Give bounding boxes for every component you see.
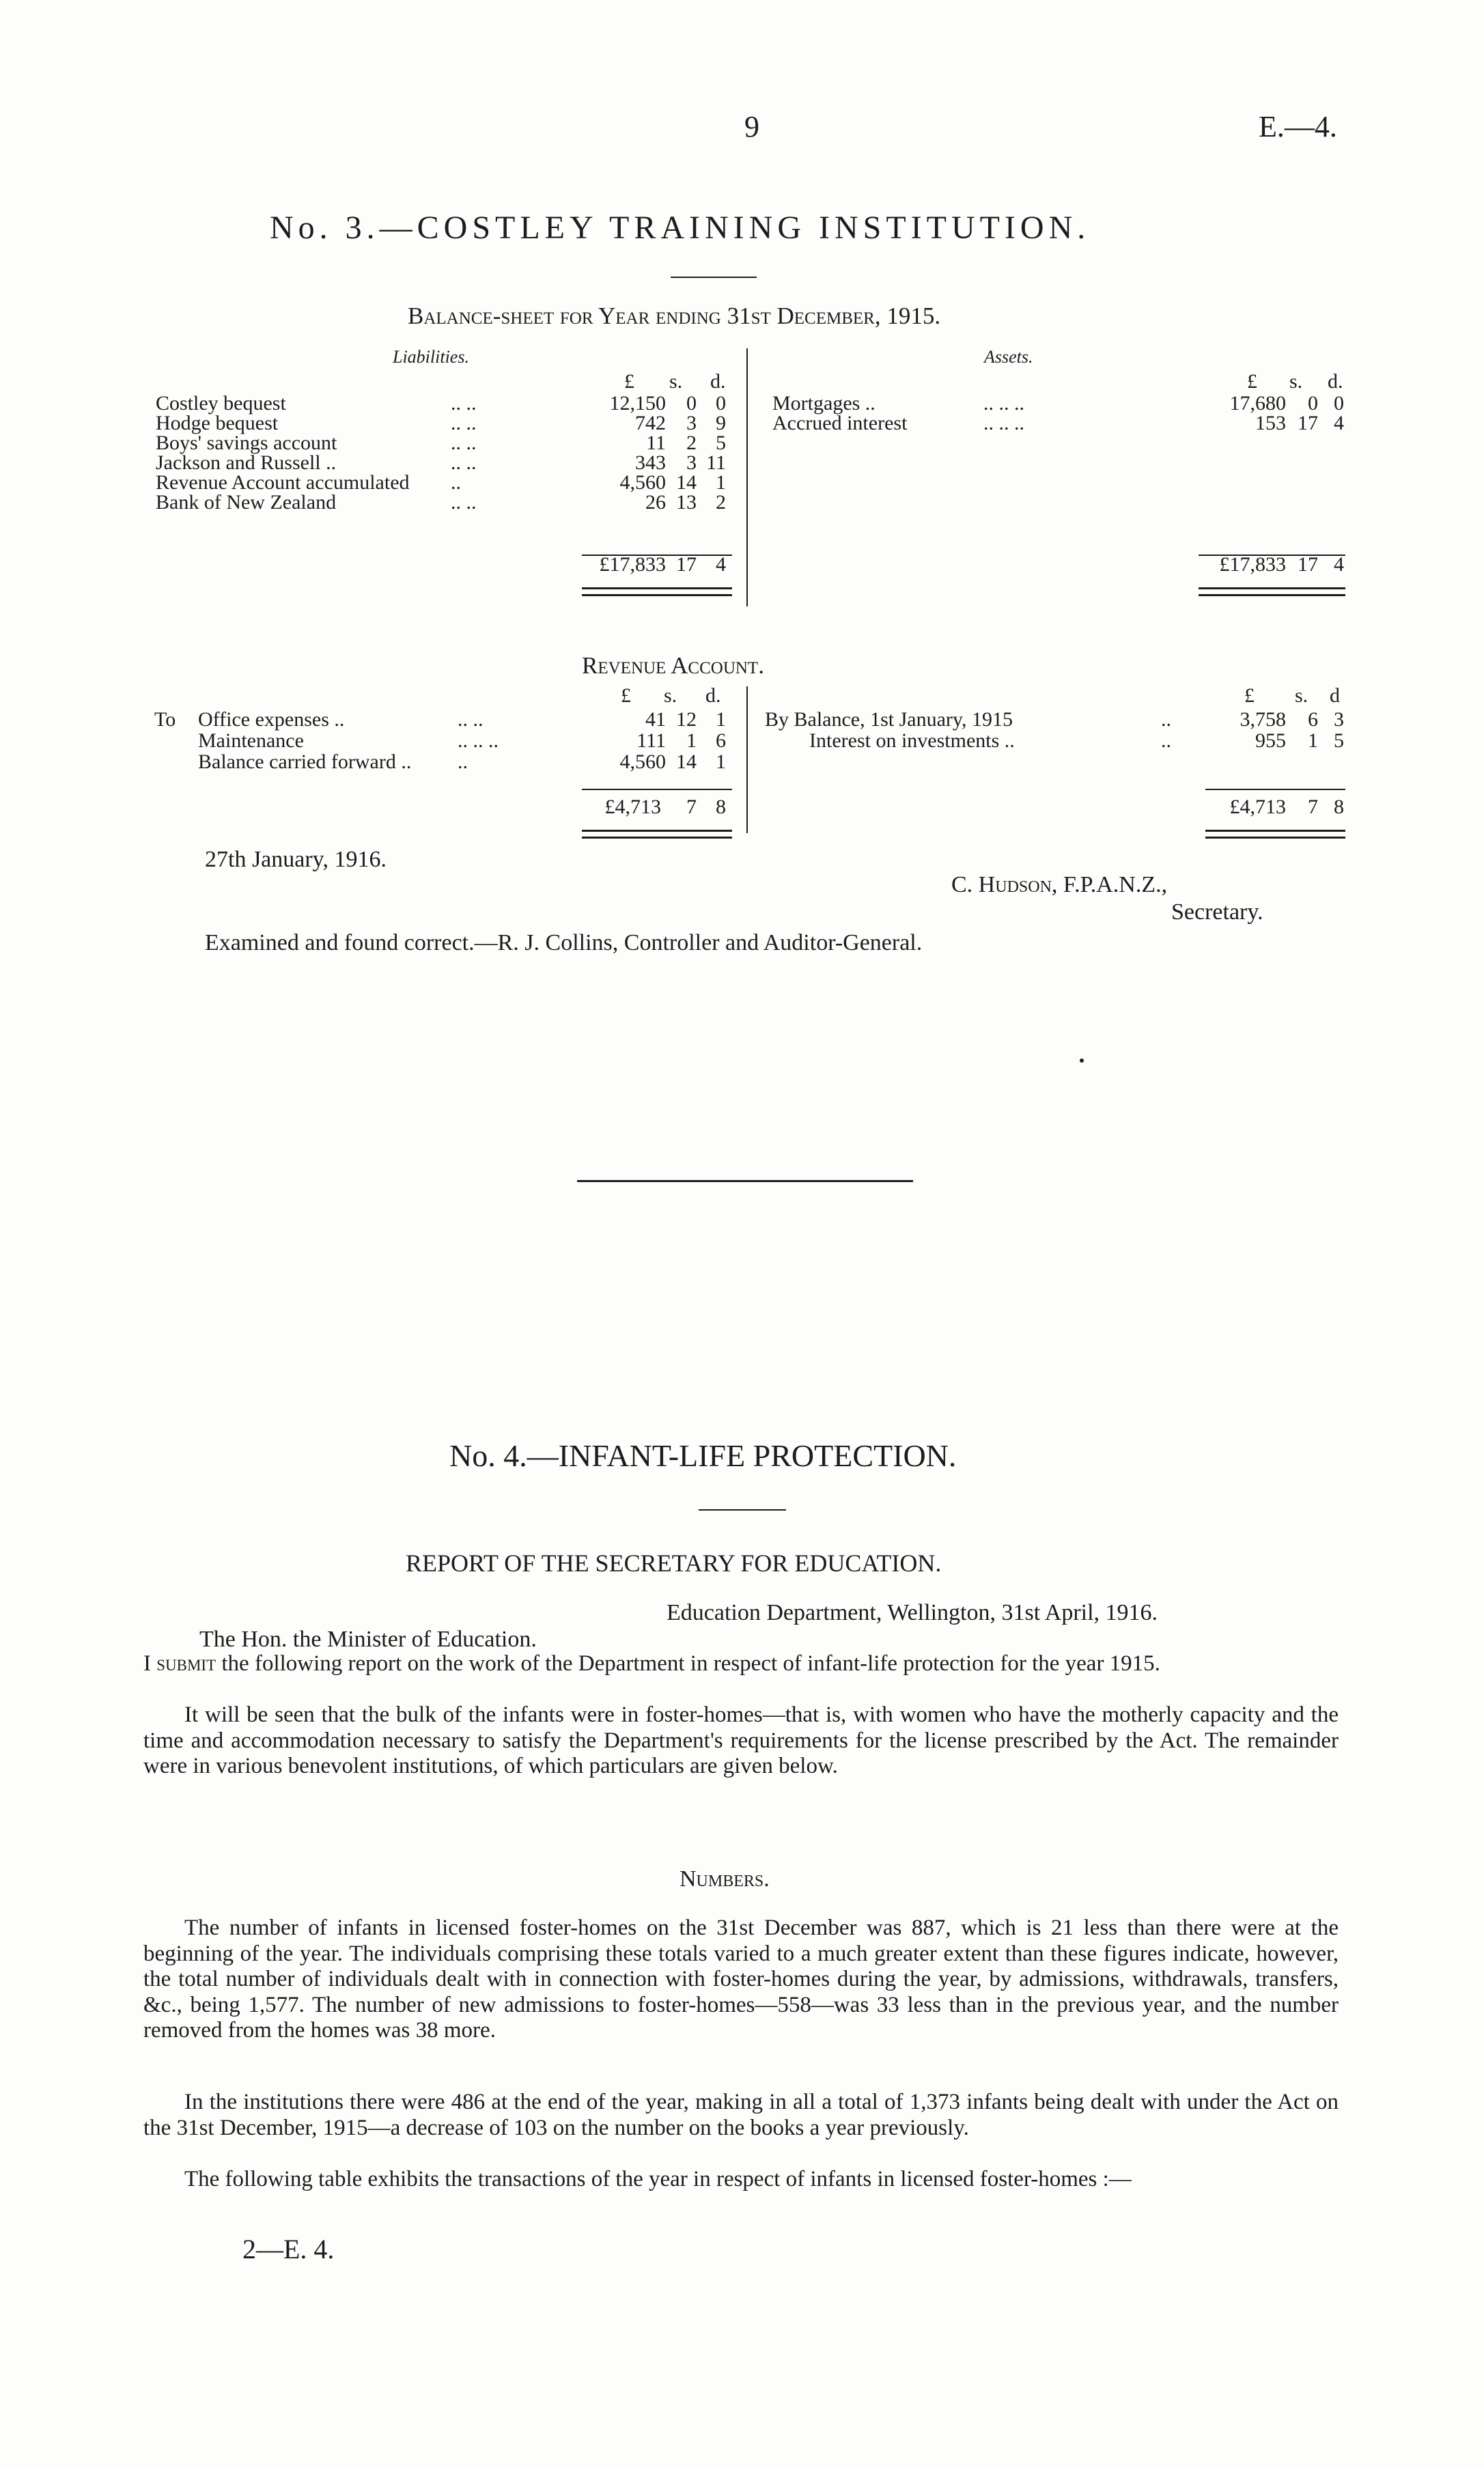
amount-pounds: 955 xyxy=(1255,729,1286,752)
amount-shillings: 1 xyxy=(1308,729,1318,752)
title-rule xyxy=(671,277,757,278)
amount-pence: 5 xyxy=(1334,729,1344,752)
assets-double-rule-2 xyxy=(1199,594,1345,596)
total-shillings: 17 xyxy=(1298,553,1318,576)
row-label: Interest on investments .. xyxy=(809,729,1015,752)
leader-dots: .. .. .. xyxy=(983,392,1024,415)
row-label: Costley bequest xyxy=(156,392,286,415)
row-label: Mortgages .. xyxy=(772,392,876,415)
amount-pounds: 11 xyxy=(646,432,666,454)
leader-dots: .. .. xyxy=(451,392,477,415)
total-pounds: £4,713 xyxy=(604,796,661,818)
assets-heading: Assets. xyxy=(984,347,1033,367)
row-label: Maintenance xyxy=(198,729,304,752)
intro-lead: I submit xyxy=(143,1651,216,1676)
total-shillings: 7 xyxy=(686,796,697,818)
amount-shillings: 14 xyxy=(676,751,697,773)
amount-pence: 1 xyxy=(716,708,726,731)
leader-dots: .. xyxy=(451,471,461,494)
paragraph-institutions xyxy=(143,2090,1339,2141)
amount-shillings: 2 xyxy=(686,432,697,454)
intro-rest: the following report on the work of the Department in respect of infant-life protection for the year 1915. xyxy=(216,1651,1160,1676)
signatory-name xyxy=(951,872,1167,898)
amount-shillings: 13 xyxy=(676,491,697,514)
total-pence: 8 xyxy=(716,796,726,818)
col-pence: d. xyxy=(705,684,721,707)
col-shillings: s. xyxy=(669,370,683,393)
amount-pounds: 742 xyxy=(635,412,666,434)
paragraph-institutions-text: In the institutions there were 486 at the end of the year, making in all a total of 1,373 infants being dealt with under the Act on the 31st December, 1915—a decrease of 103 on the number on the books a year previously. xyxy=(143,2090,1339,2140)
amount-shillings: 14 xyxy=(676,471,697,494)
revenue-income-row xyxy=(0,728,1484,754)
row-label: By Balance, 1st January, 1915 xyxy=(765,708,1013,731)
revenue-account-title: Revenue Account. xyxy=(582,652,764,679)
row-label: Jackson and Russell .. xyxy=(156,451,337,474)
total-pence: 4 xyxy=(1334,553,1344,576)
paragraph-numbers-text: The number of infants in licensed foster-homes on the 31st December was 887, which is 21 less than there were at the beginning of the year. The individuals comprising these totals varied to a much greater extent than these figures indicate, however, the total number of individuals dealt with in connection with foster-homes during the year, by admissions, withdrawals, transfers, &c., being 1,577. The number of new admissions to foster-homes—558—was 33 less than in the previous year, and the number removed from the homes was 38 more. xyxy=(143,1916,1339,2043)
revenue-to-prefix: To xyxy=(154,708,176,731)
row-label: Accrued interest xyxy=(772,412,908,434)
revenue-right-double-rule-2 xyxy=(1205,837,1345,839)
paragraph-table-intro xyxy=(143,2167,1339,2193)
dateline: Education Department, Wellington, 31st April, 1916. xyxy=(667,1600,1158,1625)
page-number: 9 xyxy=(744,110,759,143)
revenue-right-subtotal-rule xyxy=(1205,789,1345,790)
amount-pence: 0 xyxy=(1334,392,1344,415)
report-title: REPORT OF THE SECRETARY FOR EDUCATION. xyxy=(406,1549,942,1577)
col-pounds: £ xyxy=(621,684,631,707)
amount-pence: 0 xyxy=(716,392,726,415)
liabilities-double-rule-2 xyxy=(582,594,732,596)
total-shillings: 7 xyxy=(1308,796,1318,818)
leader-dots: .. xyxy=(1161,729,1171,752)
amount-pence: 5 xyxy=(716,432,726,454)
row-label: Revenue Account accumulated xyxy=(156,471,410,494)
amount-pence: 3 xyxy=(1334,708,1344,731)
amount-pounds: 3,758 xyxy=(1240,708,1286,731)
revenue-left-double-rule-2 xyxy=(582,837,732,839)
amount-pence: 11 xyxy=(706,451,726,474)
leader-dots: .. .. xyxy=(451,491,477,514)
amount-pence: 1 xyxy=(716,751,726,773)
leader-dots: .. .. xyxy=(451,412,477,434)
section-separator-rule xyxy=(577,1180,913,1182)
footer-signature: 2—E. 4. xyxy=(242,2234,335,2264)
leader-dots: .. xyxy=(1161,708,1171,731)
total-pence: 8 xyxy=(1334,796,1344,818)
col-pence: d. xyxy=(1328,370,1343,393)
signatory-name-text: C. Hudson, F.P.A.N.Z., xyxy=(951,872,1168,897)
revenue-left-subtotal-rule xyxy=(582,789,732,790)
leader-dots: .. xyxy=(458,751,468,773)
section-title-costley: No. 3.—COSTLEY TRAINING INSTITUTION. xyxy=(270,210,1091,246)
amount-pounds: 17,680 xyxy=(1229,392,1286,415)
amount-pounds: 343 xyxy=(635,451,666,474)
total-pounds: £17,833 xyxy=(599,553,666,576)
paragraph-foster-homes-text: It will be seen that the bulk of the infants were in foster-homes—that is, with women who have the motherly capacity and the time and accommodation necessary to satisfy the Department's requirements for the license prescribed by the Act. The remainder were in various benevolent institutions, of which particulars are given below. xyxy=(143,1702,1339,1779)
row-label: Bank of New Zealand xyxy=(156,491,337,514)
total-shillings: 17 xyxy=(676,553,697,576)
print-mark xyxy=(1080,1058,1084,1063)
leader-dots: .. .. .. xyxy=(458,729,499,752)
amount-pounds: 4,560 xyxy=(619,751,666,773)
leader-dots: .. .. xyxy=(451,432,477,454)
section-title-infant-life: No. 4.—INFANT-LIFE PROTECTION. xyxy=(449,1438,957,1473)
assets-double-rule-1 xyxy=(1199,587,1345,589)
row-label: Boys' savings account xyxy=(156,432,337,454)
liabilities-double-rule-1 xyxy=(582,587,732,589)
audit-note: Examined and found correct.—R. J. Collins, Controller and Auditor-General. xyxy=(205,930,923,955)
amount-shillings: 1 xyxy=(686,729,697,752)
amount-pence: 2 xyxy=(716,491,726,514)
amount-pounds: 12,150 xyxy=(609,392,666,415)
col-pounds: £ xyxy=(1244,684,1255,707)
document-code: E.—4. xyxy=(1259,110,1337,143)
leader-dots: .. .. xyxy=(458,708,484,731)
report-date: 27th January, 1916. xyxy=(205,847,387,872)
amount-shillings: 3 xyxy=(686,412,697,434)
amount-pounds: 26 xyxy=(645,491,666,514)
col-pence: d. xyxy=(710,370,726,393)
balance-sheet-title: Balance-sheet for Year ending 31st December, 1915. xyxy=(408,303,941,329)
total-pounds: £17,833 xyxy=(1219,553,1286,576)
amount-pounds: 111 xyxy=(636,729,666,752)
amount-pence: 9 xyxy=(716,412,726,434)
asset-row xyxy=(0,410,1484,436)
signatory-title: Secretary. xyxy=(1171,899,1263,925)
col-pence: d xyxy=(1330,684,1340,707)
amount-pounds: 4,560 xyxy=(619,471,666,494)
paragraph-numbers xyxy=(143,1916,1339,2044)
addressee: The Hon. the Minister of Education. xyxy=(199,1627,537,1652)
total-pounds: £4,713 xyxy=(1229,796,1286,818)
amount-pence: 6 xyxy=(716,729,726,752)
row-label: Office expenses .. xyxy=(198,708,345,731)
assets-total-row xyxy=(0,552,1484,578)
revenue-left-double-rule-1 xyxy=(582,830,732,832)
intro-paragraph xyxy=(143,1651,1339,1677)
paragraph-foster-homes xyxy=(143,1702,1339,1780)
leader-dots: .. .. .. xyxy=(983,412,1024,434)
leader-dots: .. .. xyxy=(451,451,477,474)
revenue-right-col-headers xyxy=(0,683,1484,709)
col-pounds: £ xyxy=(624,370,634,393)
col-pounds: £ xyxy=(1247,370,1257,393)
numbers-heading: Numbers. xyxy=(680,1866,770,1892)
revenue-right-double-rule-1 xyxy=(1205,830,1345,832)
amount-shillings: 0 xyxy=(686,392,697,415)
amount-pence: 1 xyxy=(716,471,726,494)
amount-shillings: 3 xyxy=(686,451,697,474)
col-shillings: s. xyxy=(664,684,677,707)
amount-shillings: 6 xyxy=(1308,708,1318,731)
total-pence: 4 xyxy=(716,553,726,576)
col-shillings: s. xyxy=(1289,370,1303,393)
amount-pounds: 41 xyxy=(645,708,666,731)
paragraph-table-intro-text: The following table exhibits the transactions of the year in respect of infants in licensed foster-homes :— xyxy=(184,2167,1132,2191)
col-shillings: s. xyxy=(1295,684,1308,707)
liability-row xyxy=(0,490,1484,516)
amount-pounds: 153 xyxy=(1255,412,1286,434)
liabilities-heading: Liabilities. xyxy=(393,347,469,367)
row-label: Balance carried forward .. xyxy=(198,751,412,773)
amount-shillings: 0 xyxy=(1308,392,1318,415)
revenue-right-total-row xyxy=(0,794,1484,820)
amount-shillings: 17 xyxy=(1298,412,1318,434)
title-rule xyxy=(699,1509,786,1511)
row-label: Hodge bequest xyxy=(156,412,279,434)
amount-shillings: 12 xyxy=(676,708,697,731)
amount-pence: 4 xyxy=(1334,412,1344,434)
